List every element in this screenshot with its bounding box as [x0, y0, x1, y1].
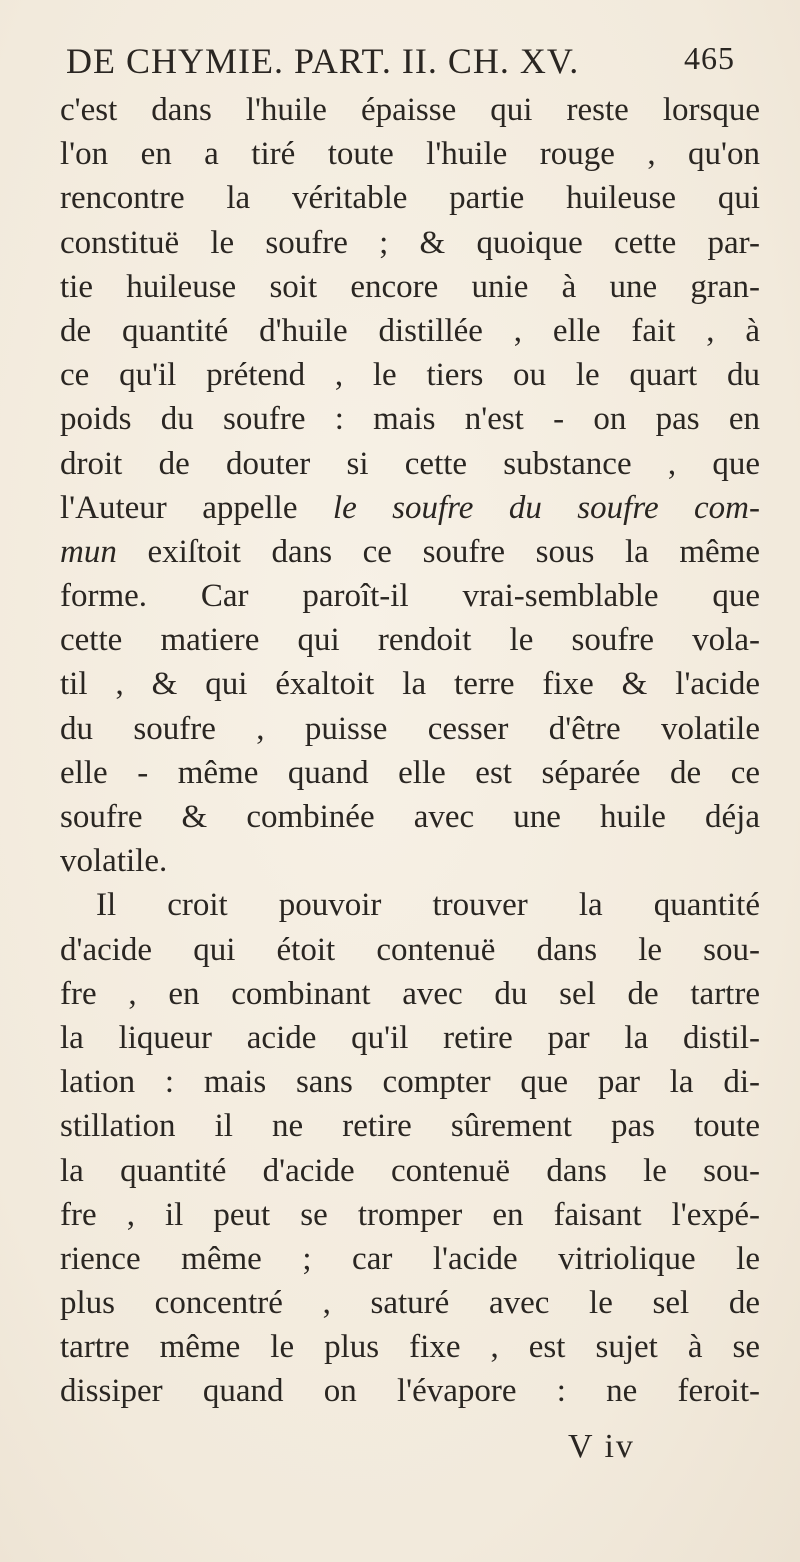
italic-phrase: le soufre du soufre com- [332, 489, 760, 526]
text-line: droit de douter si cette substance , que [60, 445, 760, 482]
text-line: fre , il peut se tromper en faisant l'expé- [60, 1196, 760, 1233]
text-line: cette matiere qui rendoit le soufre vola- [60, 622, 760, 659]
text-line: tie huileuse soit encore unie à une gran- [60, 268, 760, 305]
text-line: la quantité d'acide contenuë dans le sou- [60, 1152, 760, 1189]
text-line: du soufre , puisse cesser d'être volatile [60, 710, 760, 747]
text-line: Il croit pouvoir trouver la quantité [96, 887, 760, 924]
running-title: DE CHYMIE. PART. II. CH. XV. [66, 41, 580, 81]
text-line: plus concentré , saturé avec le sel de [60, 1285, 760, 1322]
text-line: volatile. [60, 843, 168, 880]
text-line: elle - même quand elle est séparée de ce [60, 754, 760, 791]
text-line: ce qu'il prétend , le tiers ou le quart du [60, 357, 760, 394]
page-number: 465 [684, 40, 735, 76]
text-segment: l'Auteur appelle [60, 489, 333, 526]
italic-phrase-end: mun [60, 533, 117, 570]
text-line: rencontre la véritable partie huileuse qui [60, 180, 760, 217]
text-line-with-italic [60, 530, 760, 574]
text-line: soufre & combinée avec une huile déja [60, 799, 760, 835]
text-line: c'est dans l'huile épaisse qui reste lorsque [60, 92, 760, 128]
text-line-with-italic [60, 486, 760, 530]
text-line: forme. Car paroît-il vrai-semblable que [60, 578, 760, 615]
text-line: rience même ; car l'acide vitriolique le [60, 1240, 760, 1277]
running-header [66, 40, 766, 90]
text-line: fre , en combinant avec du sel de tartre [60, 975, 760, 1012]
body-text [60, 88, 760, 1414]
text-line: de quantité d'huile distillée , elle fait , à [60, 312, 760, 349]
text-line: la liqueur acide qu'il retire par la distil- [60, 1019, 760, 1056]
signature-mark: V iv [568, 1428, 635, 1465]
text-line: lation : mais sans compter que par la di- [60, 1064, 760, 1101]
text-line: poids du soufre : mais n'est - on pas en [60, 401, 760, 438]
text-line: til , & qui éxaltoit la terre fixe & l'acide [60, 666, 760, 703]
text-line: l'on en a tiré toute l'huile rouge , qu'on [60, 136, 760, 173]
text-line: d'acide qui étoit contenuë dans le sou- [60, 931, 760, 968]
text-segment: exiſtoit dans ce soufre sous la même [116, 533, 760, 570]
text-line: stillation il ne retire sûrement pas toute [60, 1108, 760, 1145]
text-line: dissiper quand on l'évapore : ne feroit- [60, 1373, 760, 1410]
text-line: tartre même le plus fixe , est sujet à se [60, 1329, 760, 1366]
text-line: constituë le soufre ; & quoique cette par- [60, 224, 760, 261]
